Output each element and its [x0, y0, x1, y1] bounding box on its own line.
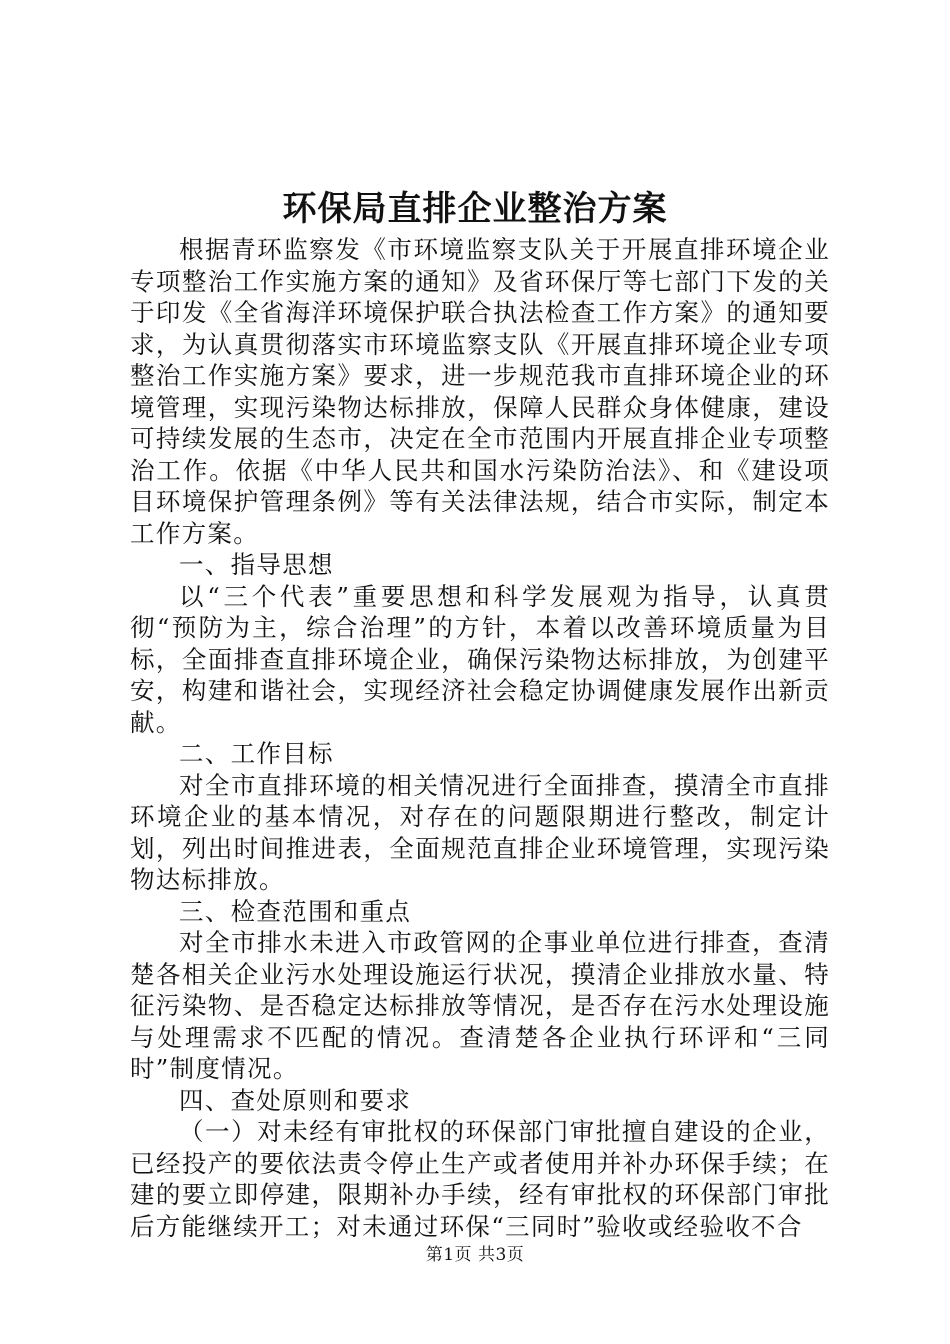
inspection-scope-paragraph: 对全市排水未进入市政管网的企事业单位进行排查，查清楚各相关企业污水处理设施运行状况，摸清企业排放水量、特征污染物、是否稳定达标排放等情况，是否存在污水处理设施与处理需求不匹配的情况。查清楚各企业执行环评和“三同时”制度情况。	[130, 928, 830, 1083]
section-heading-work-goals: 二、工作目标	[179, 739, 334, 768]
page-number-footer: 第1页 共3页	[425, 1245, 525, 1265]
document-body	[130, 234, 830, 1242]
principles-paragraph: （一）对未经有审批权的环保部门审批擅自建设的企业，已经投产的要依法责令停止生产或者使用并补办环保手续；在建的要立即停建，限期补办手续，经有审批权的环保部门审批后方能继续开工；对未通过环保“三同时”验收或经验收不合	[130, 1117, 830, 1241]
guiding-ideology-paragraph: 以“三个代表”重要思想和科学发展观为指导，认真贯彻“预防为主，综合治理”的方针，本着以改善环境质量为目标，全面排查直排环境企业，确保污染物达标排放，为创建平安，构建和谐社会，实现经济社会稳定协调健康发展作出新贡献。	[130, 581, 830, 737]
intro-paragraph: 根据青环监察发《市环境监察支队关于开展直排环境企业专项整治工作实施方案的通知》及省环保厅等七部门下发的关于印发《全省海洋环境保护联合执法检查工作方案》的通知要求，为认真贯彻落实市环境监察支队《开展直排环境企业专项整治工作实施方案》要求，进一步规范我市直排环境企业的环境管理，实现污染物达标排放，保障人民群众身体健康，建设可持续发展的生态市，决定在全市范围内开展直排企业专项整治工作。依据《中华人民共和国水污染防治法》、和《建设项目环境保护管理条例》等有关法律法规，结合市实际，制定本工作方案。	[130, 235, 830, 548]
section-heading-principles: 四、查处原则和要求	[179, 1085, 412, 1115]
section-heading-guiding-ideology: 一、指导思想	[179, 550, 334, 579]
section-heading-inspection-scope: 三、检查范围和重点	[179, 896, 412, 926]
document-title: 环保局直排企业整治方案	[282, 189, 668, 229]
work-goals-paragraph: 对全市直排环境的相关情况进行全面排查，摸清全市直排环境企业的基本情况，对存在的问题限期进行整改，制定计划，列出时间推进表，全面规范直排企业环境管理，实现污染物达标排放。	[130, 770, 830, 894]
